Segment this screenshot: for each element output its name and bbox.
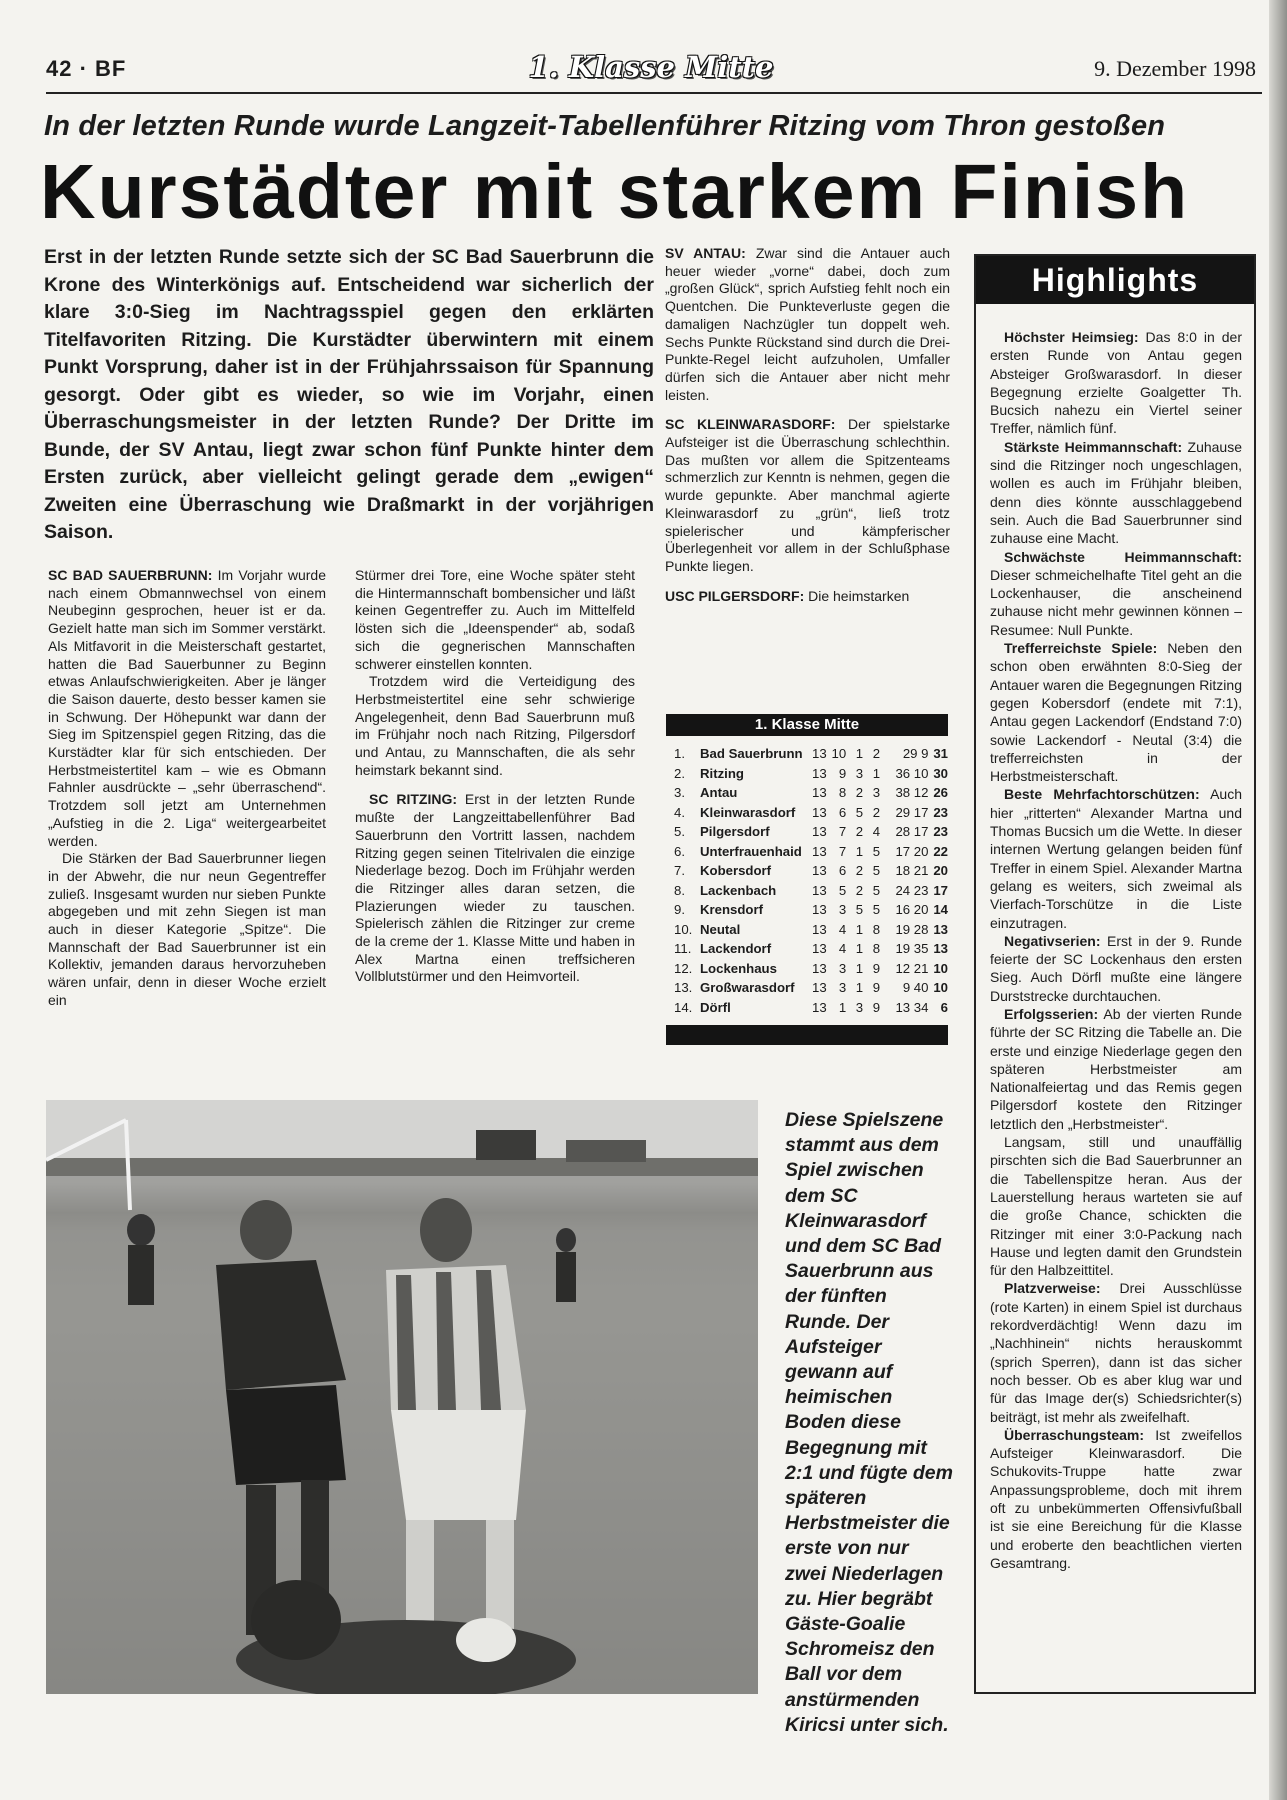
rank-cell: 11. [674, 941, 692, 957]
paragraph-text: Im Vorjahr wurde nach einem Obmannwechsel von einem Neubeginn gesprochen, heuer ist er da. Gezielt hatte man sich im Sommer verstärkt. Als Mitfavorit in die Meisterschaft gestartet, hatten die Bad Sauerbunner zu Beginn etwas Anlaufschwierigkeiten. Aber je länger die Saison dauerte, desto besser kamen sie in Schwung. Der Höhepunkt war dann der Sieg im Spitzenspiel gegen Ritzing, das die Kurstädter klar für sich entschieden. Der Herbstmeistertitel kam – wie es Obmann Fahnler ausdrückte – „sehr überraschend“. Trotzdem soll jetzt am Unternehmen „Aufstieg in die 2. Liga“ weitergearbeitet werden. [48, 567, 327, 849]
rank-cell: 14. [674, 999, 693, 1015]
highlight-text: Das 8:0 in der ersten Runde von Antau gegen Absteiger Großwarasdorf. In dieser Begegnung erzielte Goalgetter Th. Bucsich nahezu ein Viertel seiner Treffer, nämlich fünf. [990, 329, 1242, 437]
rank-cell: 3. [674, 785, 685, 801]
paragraph-text: Der spielstarke Aufsteiger ist die Überraschung schlechthin. Das mußten vor allem die Spitzenteams schmerzlich zur Kenntn is nehmen, gegen die wurde gepunkte. Aber manchmal agierte Kleinwarasdorf zu „grün“, ließ trotz spielerischer und kämpferischer Überlegenheit vor allem in der Schlußphase Punkte liegen. [665, 416, 950, 574]
rank-cell: 9. [674, 902, 685, 918]
team-cell: Ritzing [700, 765, 744, 781]
wins-cell: 1 [838, 999, 847, 1015]
losses-cell: 5 [872, 882, 881, 898]
wins-cell: 3 [838, 980, 847, 996]
draws-cell: 5 [855, 804, 864, 820]
club-label: SC BAD SAUERBRUNN: [48, 567, 213, 583]
goals-cell: 19 35 [895, 941, 929, 957]
table-row [666, 783, 948, 803]
wins-cell: 7 [838, 843, 847, 859]
highlight-item [990, 932, 1242, 1005]
paragraph [665, 588, 950, 606]
rank-cell: 6. [674, 843, 685, 859]
wins-cell: 3 [838, 960, 847, 976]
highlight-label: Erfolgsserien: [1004, 1005, 1099, 1022]
games-cell: 13 [812, 882, 827, 898]
points-cell: 23 [933, 804, 948, 820]
games-cell: 13 [812, 746, 827, 762]
page-header [46, 50, 1256, 96]
draws-cell: 1 [855, 843, 864, 859]
losses-cell: 9 [872, 960, 881, 976]
team-cell: Dörfl [700, 999, 731, 1015]
highlight-label: Höchster Heimsieg: [1004, 329, 1139, 345]
games-cell: 13 [812, 941, 827, 957]
team-cell: Bad Sauerbrunn [700, 746, 803, 762]
highlight-text: Dieser schmeichelhafte Titel geht an die Lockenhauser, die anscheinend zuhause nicht mehr gewinnen können – Resumee: Null Punkte. [990, 566, 1242, 638]
paragraph-text: Zwar sind die Antauer auch heuer wieder „vorne“ dabei, doch zum „großen Glück“, sprich Aufstieg fehlt noch ein Quentchen. Die Punkteverluste gegen die damaligen Nachzügler tun doppelt weh. Sechs Punkte Rückstand sind durch die Drei-Punkte-Regel leicht aufzuholen, Umfaller dürfen sich die Antauer aber nicht mehr leisten. [665, 245, 950, 403]
paragraph: Trotzdem wird die Verteidigung des Herbstmeistertitel eine sehr schwierige Angelegenheit, denn Bad Sauerbrunn muß im Frühjahr noch nach Ritzing, Pilgersdorf und Antau, zu Mannschaften, die als sehr heimstark bekannt sind. [355, 673, 635, 778]
games-cell: 13 [812, 824, 827, 840]
goals-cell: 38 12 [895, 785, 929, 801]
draws-cell: 1 [855, 980, 864, 996]
games-cell: 13 [812, 902, 827, 918]
table-row [666, 881, 948, 901]
rank-cell: 12. [674, 960, 693, 976]
highlight-label: Platzverweise: [1004, 1280, 1101, 1297]
goals-cell: 12 21 [895, 960, 929, 976]
games-cell: 13 [812, 843, 827, 859]
club-label: USC PILGERSDORF: [665, 587, 805, 604]
draws-cell: 1 [855, 960, 864, 976]
losses-cell: 5 [872, 843, 881, 859]
paragraph [665, 245, 950, 404]
kicker: In der letzten Runde wurde Langzeit-Tabellenführer Ritzing vom Thron gestoßen [44, 110, 1166, 142]
standings-body [666, 744, 948, 1017]
highlight-text: Ab der vierten Runde führte der SC Ritzing die Tabelle an. Die erste und einzige Niederlage gegen den späteren Herbstmeister am Nationalfeiertag und das Remis gegen Pilgersdorf kostete den Ritzinger letztlich den „Herbstmeister“. [990, 1005, 1242, 1132]
losses-cell: 9 [872, 999, 881, 1015]
highlight-item [990, 1133, 1242, 1279]
rank-cell: 8. [674, 882, 685, 898]
points-cell: 31 [933, 746, 948, 762]
points-cell: 10 [933, 980, 948, 996]
losses-cell: 2 [872, 804, 881, 820]
games-cell: 13 [812, 863, 827, 879]
rank-cell: 1. [674, 746, 685, 762]
team-cell: Lackendorf [700, 941, 772, 957]
games-cell: 13 [812, 765, 827, 781]
table-row [666, 959, 948, 979]
rank-cell: 2. [674, 765, 685, 781]
highlight-item [990, 785, 1242, 931]
highlight-text: Auch hier „ritterten“ Alexander Martna und Thomas Bucsich um die Wette. In dieser internen Wertung gelangen beiden fünf Treffer in einem Spiel. Alexander Martna gelang es weiters, sich zweimal als Vierfach-Torschütze in die Liste einzutragen. [990, 786, 1242, 931]
table-row [666, 900, 948, 920]
wins-cell: 9 [838, 765, 847, 781]
games-cell: 13 [812, 999, 827, 1015]
goals-cell: 18 21 [895, 863, 929, 879]
photo-caption: Diese Spielszene stammt aus dem Spiel zwischen dem SC Kleinwarasdorf und dem SC Bad Sauerbrunn aus der fünften Runde. Der Aufsteiger gewann auf heimischen Boden diese Begegnung mit 2:1 und fügte dem späteren Herbstmeister die erste von nur zwei Niederlagen zu. Hier begräbt Gäste-Goalie Schromeisz den Ball vor dem anstürmenden Kiricsi unter sich. [785, 1109, 953, 1736]
goals-cell: 29 17 [895, 804, 929, 820]
match-photo-illustration [46, 1100, 758, 1694]
points-cell: 30 [933, 765, 948, 781]
highlight-text: Langsam, still und unauffällig pirschten sich die Bad Sauerbrunner an die Tabellenspitze heran. Aus der Lauerstellung heraus warteten sie auf die große Chance, schickten die Ritzinger mit einer 3:0-Packung nach Hause und legten damit den Grundstein für den Halbzeittitel. [990, 1134, 1242, 1279]
draws-cell: 1 [855, 941, 864, 957]
games-cell: 13 [812, 921, 827, 937]
losses-cell: 5 [872, 863, 881, 879]
goals-cell: 13 34 [895, 999, 929, 1015]
wins-cell: 6 [838, 863, 847, 879]
table-row [666, 822, 948, 842]
paragraph [48, 567, 326, 850]
goals-cell: 28 17 [895, 824, 929, 840]
match-photo [46, 1100, 758, 1694]
standings-footer-bar [666, 1025, 948, 1045]
wins-cell: 5 [838, 882, 847, 898]
table-row [666, 744, 948, 764]
points-cell: 14 [933, 902, 948, 918]
highlight-label: Beste Mehrfachtorschützen: [1004, 786, 1200, 803]
highlight-text: Neben den schon oben erwähnten 8:0-Sieg der Antauer waren die Begegnungen Ritzing gegen Kobersdorf (endete mit 7:1), Antau gegen Lackendorf (Endstand 7:0) sowie Lackendorf - Neutal (3:4) die trefferreichsten in der Herbstmeisterschaft. [990, 640, 1242, 785]
team-cell: Kobersdorf [700, 863, 772, 879]
draws-cell: 1 [855, 921, 864, 937]
draws-cell: 2 [855, 785, 864, 801]
club-label: SC RITZING: [369, 791, 457, 808]
losses-cell: 9 [872, 980, 881, 996]
draws-cell: 2 [855, 882, 864, 898]
highlight-label: Stärkste Heimmannschaft: [1004, 438, 1183, 455]
points-cell: 17 [933, 882, 948, 898]
points-cell: 13 [933, 921, 948, 937]
article-column-2 [355, 567, 635, 986]
goals-cell: 24 23 [895, 882, 929, 898]
table-row [666, 998, 948, 1018]
games-cell: 13 [812, 804, 827, 820]
paragraph [665, 416, 950, 575]
wins-cell: 7 [838, 824, 847, 840]
goals-cell: 16 20 [895, 902, 929, 918]
wins-cell: 8 [838, 785, 847, 801]
losses-cell: 8 [872, 941, 881, 957]
rank-cell: 5. [674, 824, 685, 840]
paragraph: Die Stärken der Bad Sauerbrunner liegen in der Abwehr, die nur neun Gegentreffer zuließ. Insgesamt wurden nur sieben Punkte abgegeben und mit zehn Siegen ist man auch in dieser Kategorie „Spitze“. Die Mannschaft der Bad Sauerbrunner ist ein Kollektiv, jemanden daraus hervorzuheben wären unfair, denn in dieser Woche erzielt ein [48, 850, 326, 1008]
table-row [666, 939, 948, 959]
highlights-title: Highlights [976, 256, 1254, 304]
points-cell: 22 [933, 843, 948, 859]
standings-table [666, 714, 948, 1045]
paragraph-text: Erst in der letzten Runde mußte der Langzeittabellenführer Bad Sauerbrunn den Vortritt lassen, nachdem Ritzing gegen seinen Titelrivalen die einzige Niederlage bezog. Doch im Frühjahr werden die Ritzinger alles daran setzen, die Plazierungen wieder zu tauschen. Spielerisch zählen die Ritzinger zur creme de la creme der 1. Klasse Mitte und haben in Alex Martna einen treffsicheren Vollblutstürmer und den Heimvorteil. [355, 791, 635, 985]
team-cell: Krensdorf [700, 902, 764, 918]
team-cell: Kleinwarasdorf [700, 804, 796, 820]
highlight-text: Ist zweifellos Aufsteiger Kleinwarasdorf. Die Schukovits-Truppe hatte zwar Anpassungsprobleme, doch mit ihrem oft zu unbekümmerten Offensivfußball ist sie eine Bereichung für die Klasse und eroberte den beachtlichen vierten Gesamtrang. [990, 1426, 1242, 1571]
wins-cell: 6 [838, 804, 847, 820]
wins-cell: 10 [831, 746, 847, 762]
table-row [666, 920, 948, 940]
draws-cell: 3 [855, 999, 864, 1015]
losses-cell: 1 [872, 765, 881, 781]
goals-cell: 36 10 [895, 765, 929, 781]
table-row [666, 861, 948, 881]
section-title: 1. Klasse Mitte [528, 50, 774, 84]
points-cell: 26 [933, 785, 948, 801]
rank-cell: 13. [674, 980, 693, 996]
points-cell: 20 [933, 863, 948, 879]
team-cell: Großwarasdorf [700, 980, 795, 996]
table-row [666, 764, 948, 784]
rank-cell: 4. [674, 804, 685, 820]
highlight-text: Erst in der 9. Runde feierte der SC Lockenhaus den ersten Sieg. Auch Dörfl mußte eine längere Durststrecke durchtauchen. [990, 932, 1242, 1004]
table-row [666, 803, 948, 823]
team-cell: Unterfrauenhaid [700, 843, 802, 859]
goals-cell: 17 20 [895, 843, 929, 859]
draws-cell: 5 [855, 902, 864, 918]
paragraph-text: Die heimstarken [804, 587, 910, 604]
losses-cell: 3 [872, 785, 881, 801]
losses-cell: 4 [872, 824, 881, 840]
points-cell: 10 [933, 960, 948, 976]
highlight-label: Überraschungsteam: [1004, 1426, 1145, 1443]
standings-title: 1. Klasse Mitte [666, 714, 948, 736]
highlight-label: Negativserien: [1004, 932, 1101, 949]
article-column-3 [665, 245, 950, 605]
highlight-item [990, 639, 1242, 785]
wins-cell: 4 [838, 921, 847, 937]
club-label: SC KLEINWARASDORF: [665, 416, 836, 433]
team-cell: Lockenhaus [700, 960, 777, 976]
points-cell: 13 [933, 941, 948, 957]
table-row [666, 978, 948, 998]
highlight-label: Schwächste Heimmannschaft: [1004, 548, 1242, 565]
issue-date: 9. Dezember 1998 [1094, 56, 1256, 81]
lead-paragraph: Erst in der letzten Runde setzte sich der SC Bad Sauerbrunn die Krone des Winterkönigs auf. Entscheidend war sicherlich der klare 3:0-Sieg im Nachtragsspiel gegen den erklärten Titelfavoriten Ritzing. Die Kurstädter überwintern mit einem Punkt Vorsprung, daher ist in der Frühjahrssaison für Spannung gesorgt. Oder gibt es wieder, so wie im Vorjahr, einen Überraschungsmeister in der letzten Runde? Der Dritte im Bunde, der SV Antau, liegt zwar schon fünf Punkte hinter dem Ersten zurück, aber vielleicht gelingt gerade dem „ewigen“ Zweiten eine Überraschung wie Draßmarkt in der vorjährigen Saison. [44, 246, 654, 543]
rank-cell: 7. [674, 863, 685, 879]
page-number: 42 · BF [46, 56, 127, 81]
highlight-item [990, 438, 1242, 548]
highlight-item [990, 1005, 1242, 1133]
draws-cell: 1 [855, 746, 864, 762]
games-cell: 13 [812, 960, 827, 976]
page-edge [1269, 0, 1287, 1800]
losses-cell: 8 [872, 921, 881, 937]
highlight-item [990, 328, 1242, 438]
highlight-text: Zuhause sind die Ritzinger noch ungeschlagen, wollen es auch im Frühjahr bleiben, denn dies könnte ausschlaggebend sein. Auch die Bad Sauerbrunner sind zuhause eine Macht. [990, 438, 1242, 547]
club-label: SV ANTAU: [665, 245, 746, 261]
team-cell: Pilgersdorf [700, 824, 770, 840]
goals-cell: 29 9 [902, 746, 929, 762]
losses-cell: 2 [872, 746, 881, 762]
highlight-item [990, 548, 1242, 639]
draws-cell: 2 [855, 863, 864, 879]
goals-cell: 9 40 [902, 980, 929, 996]
highlight-text: Drei Ausschlüsse (rote Karten) in einem Spiel ist durchaus rekordverdächtig! Wenn dazu im „Nachhinein“ nichts herauskommt (sprich Sperren), dann ist das sicher noch besser. Ob es aber klug war und für das Image der(s) Schiedsrichter(s) beiträgt, ist mehr als zweifelhaft. [990, 1280, 1242, 1425]
paragraph: Stürmer drei Tore, eine Woche später steht die Hintermannschaft bombensicher und läßt keinen Gegentreffer zu. Auch im Mittelfeld lösten sich die „Ideenspender“ ab, sodaß sich die gegnerischen Mannschaften schwerer einstellen konnten. [355, 567, 635, 672]
highlight-label: Trefferreichste Spiele: [1004, 640, 1158, 657]
header-rule [46, 92, 1262, 94]
highlights-list [990, 328, 1242, 1572]
headline: Kurstädter mit starkem Finish [40, 149, 1190, 235]
paragraph [355, 791, 635, 986]
team-cell: Lackenbach [700, 882, 777, 898]
article-column-1 [48, 567, 326, 1010]
wins-cell: 3 [838, 902, 847, 918]
draws-cell: 2 [855, 824, 864, 840]
goals-cell: 19 28 [895, 921, 929, 937]
highlight-item [990, 1426, 1242, 1572]
losses-cell: 5 [872, 902, 881, 918]
points-cell: 23 [933, 824, 948, 840]
team-cell: Neutal [700, 921, 741, 937]
points-cell: 6 [940, 999, 948, 1015]
games-cell: 13 [812, 785, 827, 801]
rank-cell: 10. [674, 921, 693, 937]
draws-cell: 3 [855, 765, 864, 781]
team-cell: Antau [700, 785, 738, 801]
games-cell: 13 [812, 980, 827, 996]
table-row [666, 842, 948, 862]
wins-cell: 4 [838, 941, 847, 957]
highlight-item [990, 1279, 1242, 1425]
